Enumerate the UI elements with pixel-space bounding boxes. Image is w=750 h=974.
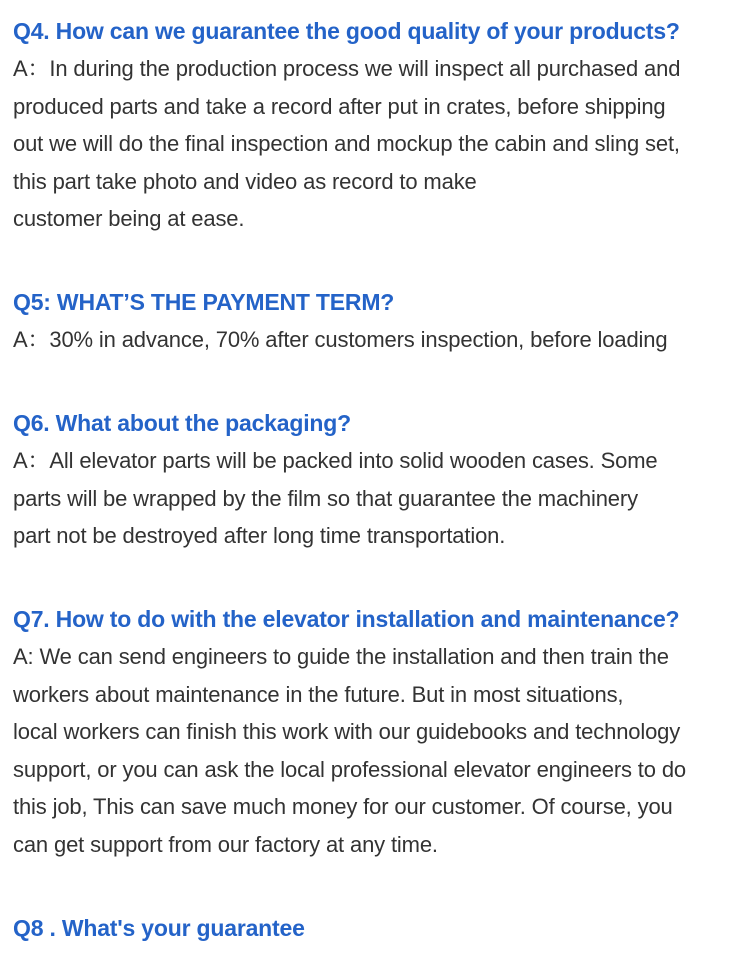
- answer-line: A：30% in advance, 70% after customers inspection, before loading: [13, 327, 668, 352]
- answer-line: support, or you can ask the local professional elevator engineers to do: [13, 756, 686, 782]
- answer-line: this part take photo and video as record to make: [13, 168, 477, 194]
- answer-line: part not be destroyed after long time transportation.: [13, 523, 506, 548]
- question-heading: Q6. What about the packaging?: [13, 410, 351, 436]
- answer-line: produced parts and take a record after put in crates, before shipping: [13, 93, 666, 119]
- answer-line: A：In during the production process we will inspect all purchased and: [13, 56, 681, 81]
- answer-line: this job, This can save much money for our customer. Of course, you: [13, 794, 673, 819]
- question-heading: Q5: WHAT’S THE PAYMENT TERM?: [13, 289, 395, 315]
- answer-line: A：All elevator parts will be packed into solid wooden cases. Some: [13, 448, 658, 473]
- answer-line: can get support from our factory at any time.: [13, 831, 438, 857]
- answer-text: [13, 638, 686, 863]
- question-heading: Q7. How to do with the elevator installation and maintenance?: [13, 606, 680, 632]
- answer-line: parts will be wrapped by the film so that guarantee the machinery: [13, 485, 638, 511]
- answer-line: customer being at ease.: [13, 206, 245, 231]
- answer-text: [13, 50, 680, 238]
- faq-item-q7: [13, 600, 686, 863]
- answer-line: out we will do the final inspection and mockup the cabin and sling set,: [13, 131, 680, 156]
- faq-item-q4: [13, 12, 680, 238]
- answer-text: [13, 321, 667, 359]
- answer-text: [13, 442, 657, 555]
- faq-item-q6: [13, 404, 657, 555]
- answer-line: A: We can send engineers to guide the installation and then train the: [13, 644, 669, 669]
- faq-item-q8: [13, 909, 305, 947]
- question-heading: Q8 . What's your guarantee: [13, 915, 305, 941]
- faq-item-q5: [13, 283, 667, 359]
- answer-line: workers about maintenance in the future. But in most situations,: [13, 681, 624, 707]
- question-heading: Q4. How can we guarantee the good quality of your products?: [13, 18, 680, 44]
- answer-line: local workers can finish this work with our guidebooks and technology: [13, 719, 681, 744]
